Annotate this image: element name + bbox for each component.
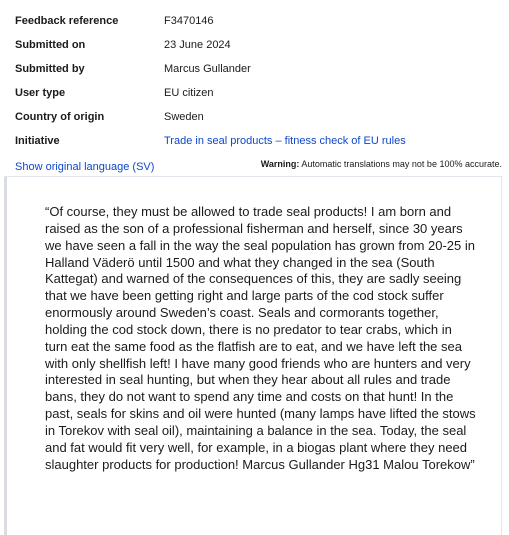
detail-row-feedback-reference <box>15 9 495 33</box>
detail-row-country-of-origin <box>15 105 495 129</box>
detail-row-submitted-on <box>15 33 495 57</box>
country-of-origin-value: Sweden <box>164 111 204 123</box>
warning-label: Warning: <box>260 159 300 169</box>
submitted-by-value: Marcus Gullander <box>164 63 251 75</box>
detail-label: Country of origin <box>15 111 105 123</box>
feedback-quote <box>4 176 502 535</box>
detail-label: Submitted by <box>15 63 85 75</box>
detail-row-initiative <box>15 129 495 153</box>
submitted-on-value: 23 June 2024 <box>164 39 231 51</box>
show-original-language-link[interactable]: Show original language (SV) <box>15 161 155 173</box>
user-type-value: EU citizen <box>164 87 214 99</box>
detail-label: User type <box>15 87 66 99</box>
detail-label: Initiative <box>15 135 60 147</box>
detail-label: Feedback reference <box>15 15 119 27</box>
feedback-text: “Of course, they must be allowed to trade seal products! I am born and raised as the son of a professional fisherman and herself, since 30 years we have seen a fall in the way the seal population has grown from 20-25 in Halland Väderö until 1500 and what they changed in the sea (South Kattegat) and warned of the consequences of this, they are sadly seeing that we have been getting right and large parts of the cod stock suffer enormously around Sweden’s coast. Seals and cormorants together, holding the cod stock down, there is no predator to tear crabs, which in turn eat the same food as the flatfish are to eat, and we have left the sea with only shellfish left! I have many good friends who are hunters and very interested in seal hunting, but when they hear about all rules and trade bans, they do not want to spend any time and costs on that hunt! In the past, seals for skins and oil were hunted (many lamps have lifted the stows in Torekov with seal oil), maintaining a balance in the sea. Today, the seal and fat would fit very well, for example, in a biogas plant where they need slaughter products for production! Marcus Gullander Hg31 Malou Torekow” <box>45 204 476 472</box>
detail-row-submitted-by <box>15 57 495 81</box>
detail-label: Submitted on <box>15 39 86 51</box>
translation-bar <box>15 159 502 175</box>
detail-row-user-type <box>15 81 495 105</box>
feedback-details <box>15 9 495 153</box>
feedback-reference-value: F3470146 <box>164 15 214 27</box>
translation-warning <box>261 159 502 169</box>
initiative-link[interactable]: Trade in seal products – fitness check of EU rules <box>164 135 406 147</box>
warning-text: Automatic translations may not be 100% accurate. <box>299 159 502 169</box>
